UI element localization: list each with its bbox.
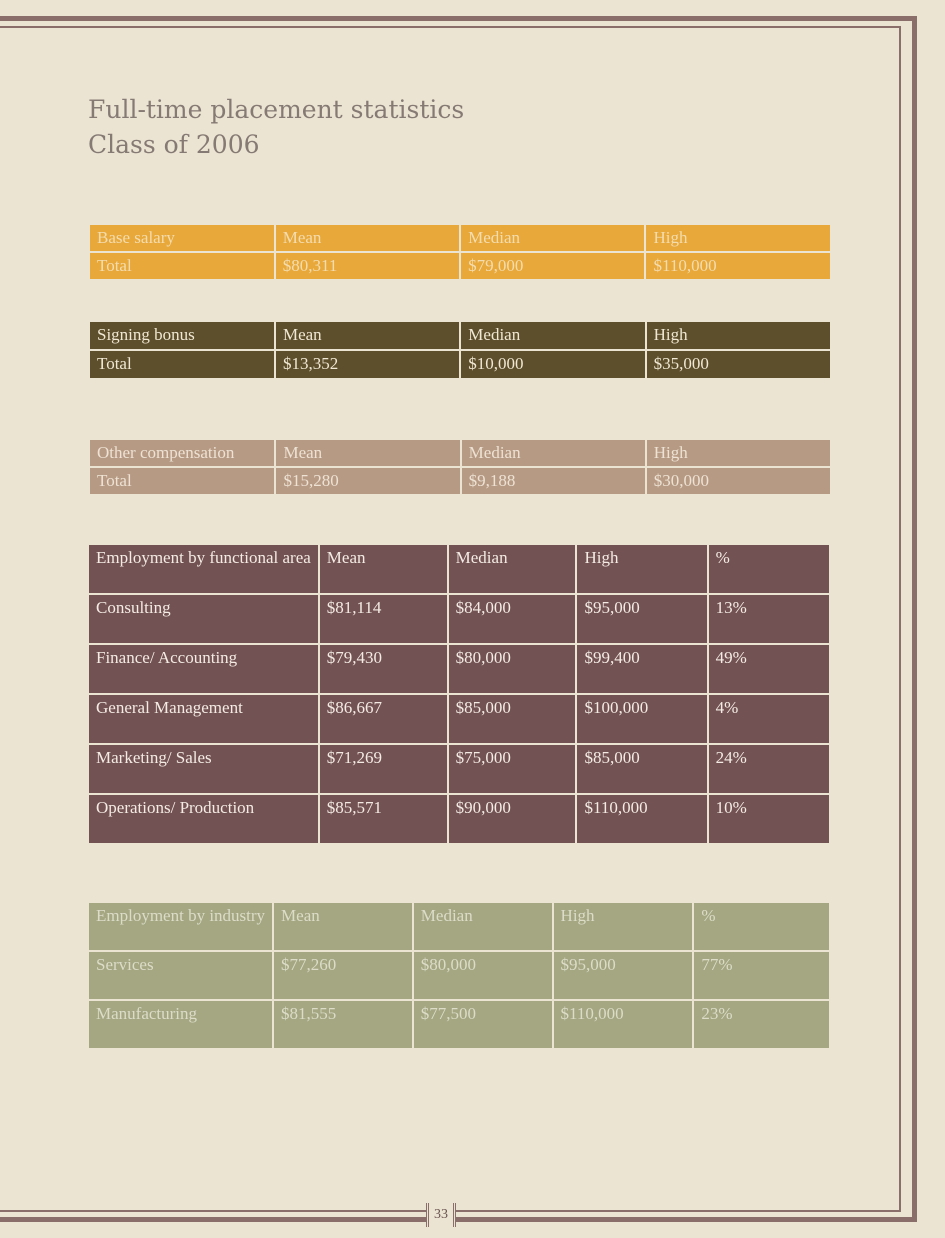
table-header-row <box>90 322 830 349</box>
table-header-row <box>89 903 829 950</box>
cell-median: $84,000 <box>449 595 576 643</box>
cell-mean: $80,311 <box>276 253 459 279</box>
cell-median: $90,000 <box>449 795 576 843</box>
table-row <box>90 351 830 378</box>
row-label: Total <box>90 468 274 494</box>
header-cell: Employment by industry <box>89 903 272 950</box>
table-row <box>89 695 829 743</box>
row-label: General Management <box>89 695 318 743</box>
cell-mean: $77,260 <box>274 952 412 999</box>
cell-high: $95,000 <box>554 952 693 999</box>
cell-median: $9,188 <box>462 468 645 494</box>
header-cell: Mean <box>274 903 412 950</box>
cell-mean: $15,280 <box>276 468 459 494</box>
header-cell: Other compensation <box>90 440 274 466</box>
industry-table <box>87 901 831 1050</box>
header-cell: Median <box>461 322 644 349</box>
table-row <box>90 468 830 494</box>
header-cell: Base salary <box>90 225 274 251</box>
cell-percent: 77% <box>694 952 829 999</box>
header-cell: High <box>554 903 693 950</box>
header-cell: Median <box>461 225 644 251</box>
row-label: Consulting <box>89 595 318 643</box>
cell-mean: $71,269 <box>320 745 447 793</box>
table-header-row <box>90 225 830 251</box>
table-row <box>89 745 829 793</box>
cell-median: $79,000 <box>461 253 644 279</box>
cell-high: $85,000 <box>577 745 706 793</box>
header-cell: % <box>694 903 829 950</box>
cell-median: $10,000 <box>461 351 644 378</box>
cell-high: $99,400 <box>577 645 706 693</box>
cell-median: $77,500 <box>414 1001 552 1048</box>
row-label: Total <box>90 253 274 279</box>
header-cell: Median <box>449 545 576 593</box>
cell-high: $95,000 <box>577 595 706 643</box>
header-cell: High <box>647 322 830 349</box>
cell-mean: $85,571 <box>320 795 447 843</box>
header-cell: Median <box>462 440 645 466</box>
title-line-2: Class of 2006 <box>88 130 260 159</box>
table-row <box>89 795 829 843</box>
row-label: Services <box>89 952 272 999</box>
cell-percent: 10% <box>709 795 829 843</box>
cell-mean: $81,555 <box>274 1001 412 1048</box>
cell-percent: 23% <box>694 1001 829 1048</box>
cell-median: $80,000 <box>449 645 576 693</box>
base-salary-table <box>88 223 832 281</box>
header-cell: Median <box>414 903 552 950</box>
table-row <box>89 1001 829 1048</box>
cell-high: $35,000 <box>647 351 830 378</box>
table-row <box>89 595 829 643</box>
cell-percent: 13% <box>709 595 829 643</box>
row-label: Finance/ Accounting <box>89 645 318 693</box>
cell-median: $75,000 <box>449 745 576 793</box>
cell-mean: $86,667 <box>320 695 447 743</box>
cell-percent: 24% <box>709 745 829 793</box>
page-number: 33 <box>426 1203 456 1227</box>
header-cell: Mean <box>276 225 459 251</box>
cell-median: $80,000 <box>414 952 552 999</box>
row-label: Operations/ Production <box>89 795 318 843</box>
header-cell: Mean <box>276 440 459 466</box>
cell-mean: $79,430 <box>320 645 447 693</box>
cell-high: $30,000 <box>647 468 830 494</box>
table-row <box>89 645 829 693</box>
row-label: Marketing/ Sales <box>89 745 318 793</box>
table-row <box>89 952 829 999</box>
page-title <box>88 92 464 162</box>
header-cell: Signing bonus <box>90 322 274 349</box>
functional-area-table <box>87 543 831 845</box>
header-cell: Employment by functional area <box>89 545 318 593</box>
signing-bonus-table <box>88 320 832 380</box>
table-row <box>90 253 830 279</box>
cell-percent: 49% <box>709 645 829 693</box>
other-compensation-table <box>88 438 832 496</box>
title-line-1: Full-time placement statistics <box>88 95 465 124</box>
row-label: Total <box>90 351 274 378</box>
table-header-row <box>89 545 829 593</box>
row-label: Manufacturing <box>89 1001 272 1048</box>
cell-high: $110,000 <box>577 795 706 843</box>
cell-high: $110,000 <box>554 1001 693 1048</box>
header-cell: Mean <box>320 545 447 593</box>
table-header-row <box>90 440 830 466</box>
cell-median: $85,000 <box>449 695 576 743</box>
header-cell: High <box>577 545 706 593</box>
cell-mean: $81,114 <box>320 595 447 643</box>
header-cell: % <box>709 545 829 593</box>
cell-high: $110,000 <box>646 253 830 279</box>
cell-mean: $13,352 <box>276 351 459 378</box>
cell-percent: 4% <box>709 695 829 743</box>
cell-high: $100,000 <box>577 695 706 743</box>
header-cell: High <box>647 440 830 466</box>
header-cell: Mean <box>276 322 459 349</box>
header-cell: High <box>646 225 830 251</box>
